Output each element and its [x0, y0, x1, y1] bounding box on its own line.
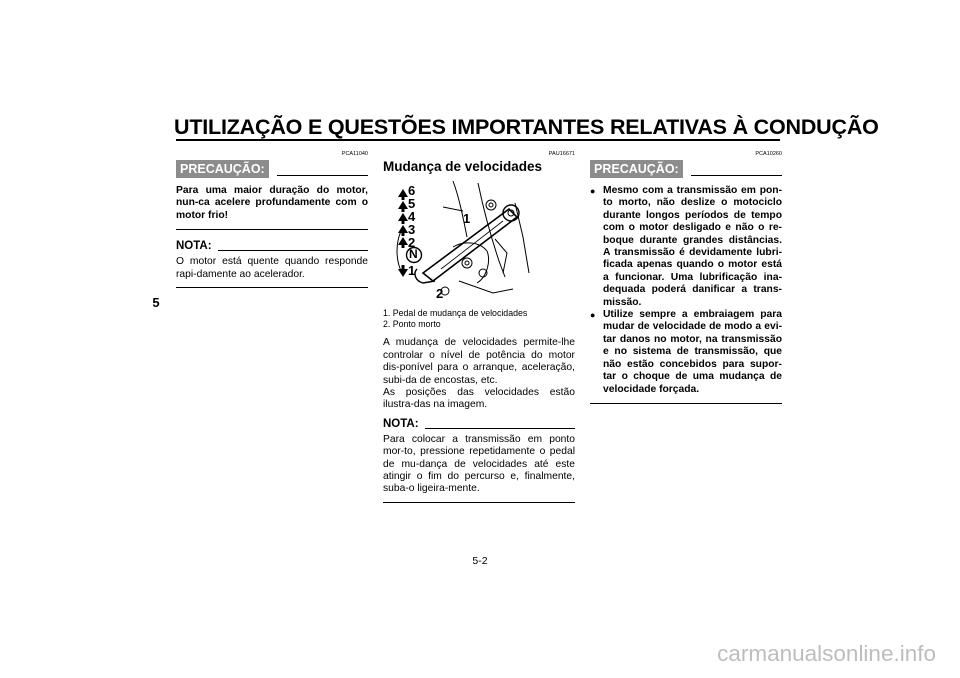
gear-shift-figure: [383, 177, 533, 303]
caution-header-rule: [277, 175, 368, 176]
title-rule: [176, 139, 780, 141]
gear-label-6: 6: [408, 183, 416, 198]
column-left: [176, 150, 368, 288]
gear-label-2: 2: [408, 235, 416, 250]
note-end-rule: [383, 502, 575, 503]
note-header-rule: [425, 428, 575, 429]
paragraph-1: A mudança de velocidades permite-lhe controlar o nível de potência do motor dis-ponível para o arranque, aceleração, subi-da de encostas, etc.: [383, 337, 575, 386]
caution-label: PRECAUÇÃO:: [176, 160, 269, 178]
watermark: carmanualsonline.info: [717, 641, 936, 666]
paragraph-2: As posições das velocidades estão ilustra-das na imagem.: [383, 387, 575, 411]
note-label: NOTA:: [176, 240, 212, 253]
caution-label: PRECAUÇÃO:: [590, 160, 683, 178]
caution-end-rule: [590, 403, 782, 404]
caution-end-rule: [176, 229, 368, 230]
note-text: Para colocar a transmissão em ponto mor-to, pressione repetidamente o pedal de mu-dança de velocidades até este atingir o fim do percurso e, finalmente, suba-o ligeira-mente.: [383, 433, 575, 495]
callout-2: 2: [436, 286, 444, 301]
gear-label-neutral: N: [409, 247, 418, 261]
note-text: O motor está quente quando responde rapi-damente ao acelerador.: [176, 256, 368, 280]
caution-bullet: [590, 185, 782, 309]
caution-header-rule: [691, 175, 782, 176]
column-middle: [383, 150, 575, 503]
bullet-text: Mesmo com a transmissão em pon-to morto, não deslize o motociclo durante longos períodos de tempo com o motor desligado e não o re-boque durante grandes distâncias. A transmissão é devidamente lubri-ficada apenas quando o motor está a funcionar. Uma lubrificação ina-dequada poderá danificar a trans-missão.: [603, 185, 782, 308]
caption-1: 1. Pedal de mudança de velocidades: [383, 308, 528, 318]
note-label: NOTA:: [383, 417, 419, 430]
page-title: UTILIZAÇÃO E QUESTÕES IMPORTANTES RELATIVAS À CONDUÇÃO: [174, 115, 879, 139]
gear-label-3: 3: [408, 222, 416, 237]
note-header-rule: [218, 250, 368, 251]
note-header: [383, 418, 575, 431]
note-end-rule: [176, 287, 368, 288]
figure-captions: [383, 308, 575, 330]
bullet-text: Utilize sempre a embraiagem para mudar de velocidade de modo a evi-tar danos no motor, na transmissão e no sistema de transmissão, que não estão concebidos para supor-tar o choque de uma mudança de velocidade forçada.: [603, 309, 782, 395]
chapter-tab: 5: [152, 295, 160, 310]
caution-text: Para uma maior duração do motor, nun-ca acelere profundamente com o motor frio!: [176, 185, 368, 221]
column-right: [590, 150, 782, 404]
callout-1: 1: [463, 211, 471, 226]
gear-label-1: 1: [408, 263, 416, 278]
caution-code: PCA10260: [755, 151, 782, 157]
caution-header: [590, 158, 782, 178]
bullet-icon: ●: [590, 310, 596, 321]
caution-bullet-list: [590, 185, 782, 396]
section-title: Mudança de velocidades: [383, 159, 543, 174]
note-header: [176, 240, 368, 253]
gear-shift-illustration: [383, 177, 533, 303]
gear-label-4: 4: [408, 209, 416, 224]
bullet-icon: ●: [590, 186, 596, 196]
gear-label-5: 5: [408, 196, 416, 211]
page-number: 5-2: [472, 555, 488, 567]
caution-code: PCA11040: [341, 151, 368, 157]
caution-bullet: [590, 309, 782, 396]
section-code: PAU16671: [548, 151, 575, 157]
caution-header: [176, 158, 368, 178]
caption-2: 2. Ponto morto: [383, 319, 441, 330]
